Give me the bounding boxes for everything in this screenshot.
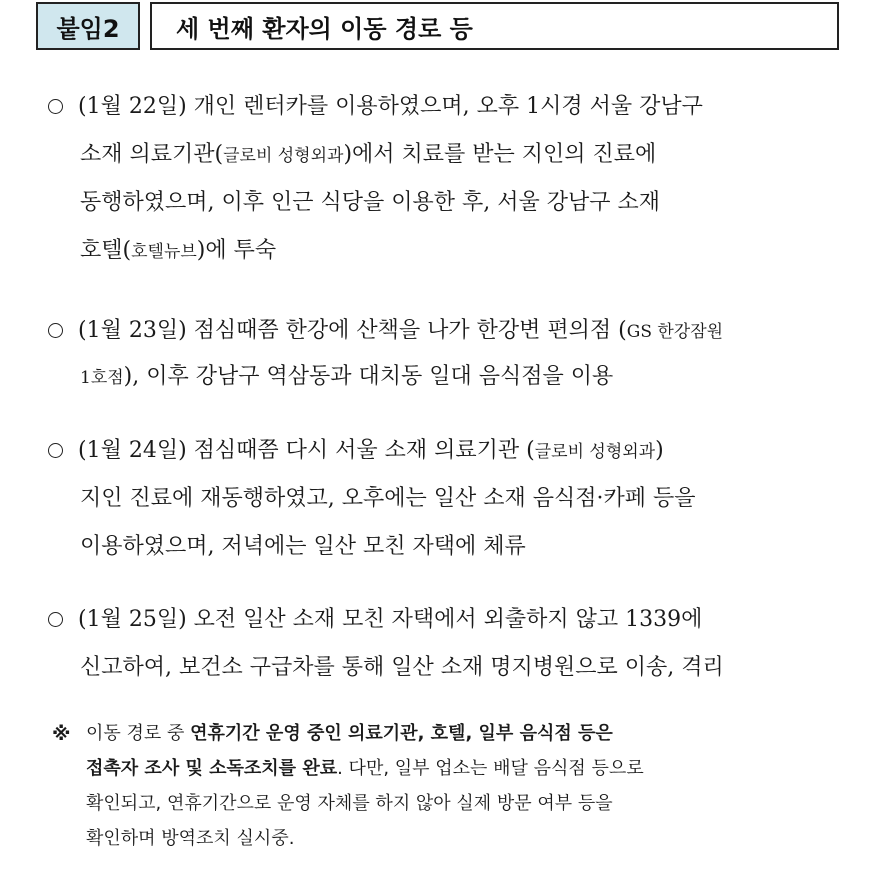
item-text-small: 호텔뉴브 (131, 242, 197, 262)
item-line: 신고하여, 보건소 구급차를 통해 일산 소재 명지병원으로 이송, 격리 (80, 655, 724, 680)
item-line (78, 434, 664, 469)
circle-bullet-icon (48, 443, 63, 458)
note-line (86, 752, 644, 786)
item-text-small: 1호점 (80, 368, 124, 388)
note-line: 확인되고, 연휴기간으로 운영 자체를 하지 않아 실제 방문 여부 등을 (86, 793, 613, 814)
item-text: )에 투숙 (196, 238, 277, 263)
item-line (80, 234, 276, 269)
item-text: ) (655, 438, 664, 463)
circle-bullet-icon (48, 612, 63, 627)
note-text-bold: 접촉자 조사 및 소독조치를 완료 (86, 758, 338, 779)
item-text: (1월 23일) 점심때쯤 한강에 산책을 나가 한강변 편의점 ( (78, 318, 627, 343)
item-text: 소재 의료기관( (80, 142, 224, 167)
item-line: (1월 25일) 오전 일산 소재 모친 자택에서 외출하지 않고 1339에 (78, 607, 703, 632)
item-line: (1월 22일) 개인 렌터카를 이용하였으며, 오후 1시경 서울 강남구 (78, 94, 703, 119)
item-text: 호텔( (80, 238, 132, 263)
item-text-small: 글로비 성형외과 (223, 146, 344, 166)
item-line: 동행하였으며, 이후 인근 식당을 이용한 후, 서울 강남구 소재 (80, 190, 660, 215)
item-line: 지인 진료에 재동행하였고, 오후에는 일산 소재 음식점·카페 등을 (80, 486, 696, 511)
item-line: 이용하였으며, 저녁에는 일산 모친 자택에 체류 (80, 534, 526, 559)
item-text-small: GS 한강잠원 (626, 322, 724, 342)
item-text: )에서 치료를 받는 지인의 진료에 (343, 142, 657, 167)
item-text: (1월 24일) 점심때쯤 다시 서울 소재 의료기관 ( (78, 438, 535, 463)
item-line (78, 314, 723, 349)
note-line (86, 717, 613, 751)
attachment-tag: 붙임2 (36, 2, 140, 50)
reference-mark-icon: ※ (52, 723, 71, 745)
item-text: ), 이후 강남구 역삼동과 대치동 일대 음식점을 이용 (123, 364, 614, 389)
item-line (80, 360, 613, 395)
note-text: 이동 경로 중 (86, 723, 191, 744)
circle-bullet-icon (48, 323, 63, 338)
section-header (36, 2, 839, 56)
page-title: 세 번째 환자의 이동 경로 등 (150, 2, 839, 50)
note-text-bold: 연휴기간 운영 중인 의료기관, 호텔, 일부 음식점 등은 (190, 723, 613, 744)
circle-bullet-icon (48, 99, 63, 114)
note-text: . 다만, 일부 업소는 배달 음식점 등으로 (337, 758, 644, 779)
item-text-small: 글로비 성형외과 (534, 442, 656, 462)
item-line (80, 138, 656, 173)
note-line: 확인하며 방역조치 실시중. (86, 828, 295, 849)
